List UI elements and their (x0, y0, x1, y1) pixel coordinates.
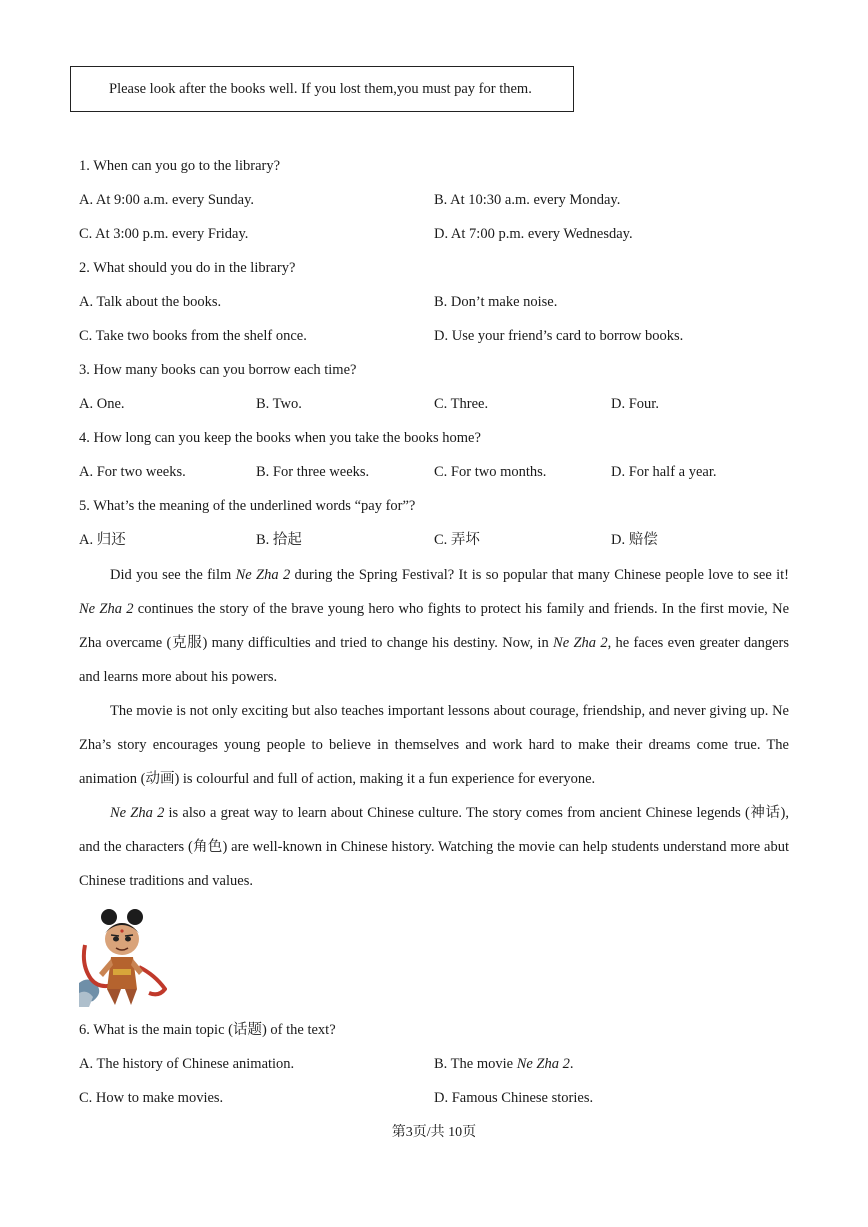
question-1-option-d: D. At 7:00 p.m. every Wednesday. (434, 226, 633, 242)
film-title: Ne Zha 2 (110, 805, 165, 821)
question-6-option-d: D. Famous Chinese stories. (434, 1090, 594, 1106)
ne-zha-character-image (79, 905, 167, 1007)
passage-p3-text: is also a great way to learn about Chinese culture. The story comes from ancient Chinese legends (神话), and the characters (角色) are well-known in Chinese history. Watching the movie can help students understand more abut Chinese traditions and values. (79, 805, 789, 889)
question-2-option-c: C. Take two books from the shelf once. (79, 328, 307, 344)
film-title: Ne Zha 2 (516, 1056, 570, 1072)
question-3-option-a: A. One. (79, 396, 125, 412)
film-title: Ne Zha 2 (79, 601, 134, 617)
question-6-stem: 6. What is the main topic (话题) of the text? (79, 1022, 336, 1038)
question-2-option-d: D. Use your friend’s card to borrow books. (434, 328, 684, 344)
question-5-option-b: B. 拾起 (256, 532, 302, 548)
question-3-option-d: D. Four. (611, 396, 659, 412)
question-1-stem: 1. When can you go to the library? (79, 158, 281, 174)
passage (79, 558, 789, 898)
question-4-option-a: A. For two weeks. (79, 464, 186, 480)
question-4-stem: 4. How long can you keep the books when you take the books home? (79, 430, 481, 446)
question-6-option-a: A. The history of Chinese animation. (79, 1056, 295, 1072)
question-2-option-a: A. Talk about the books. (79, 294, 222, 310)
film-title: Ne Zha 2 (235, 567, 291, 583)
passage-p1-text-b: during the Spring Festival? It is so popular that many Chinese people love to see it! (290, 567, 789, 583)
question-5-option-c: C. 弄坏 (434, 532, 480, 548)
question-1-option-c: C. At 3:00 p.m. every Friday. (79, 226, 249, 242)
question-6-option-c: C. How to make movies. (79, 1090, 224, 1106)
question-5-stem: 5. What’s the meaning of the underlined words “pay for”? (79, 498, 416, 514)
passage-p1-text-a: Did you see the film (110, 567, 236, 583)
question-6-option-b-suffix: . (569, 1056, 574, 1072)
page-footer: 第3页/共 10页 (391, 1125, 477, 1140)
question-4-option-b: B. For three weeks. (256, 464, 370, 480)
question-2-stem: 2. What should you do in the library? (79, 260, 296, 276)
passage-paragraph-2: The movie is not only exciting but also teaches important lessons about courage, friendship, and never giving up. Ne Zha’s story encourages young people to believe in themselves and work hard to make their dreams come true. The animation (动画) is colourful and full of action, making it a fun experience for everyone. (79, 703, 789, 787)
question-6-option-b-prefix: B. The movie (434, 1056, 517, 1072)
question-1-option-a: A. At 9:00 a.m. every Sunday. (79, 192, 255, 208)
question-4-option-c: C. For two months. (434, 464, 547, 480)
passage-p1-text-c: continues the story of the brave young hero who fights to protect his family and friends. In the first movie, Ne Zha overcame (克服) many difficulties and tried to change his destiny. Now, in (79, 601, 790, 651)
question-5-option-a: A. 归还 (79, 532, 126, 548)
question-6-option-b (434, 1055, 574, 1073)
notice-text: Please look after the books well. If you lost them,you must pay for them. (109, 81, 532, 97)
question-3-option-c: C. Three. (434, 396, 489, 412)
question-3-option-b: B. Two. (256, 396, 302, 412)
notice-box (70, 66, 574, 112)
film-title: Ne Zha 2 (553, 635, 608, 651)
passage-p1-text-d: , he faces even greater dangers and learns more about his powers. (79, 635, 789, 685)
question-4-option-d: D. For half a year. (611, 464, 717, 480)
passage-paragraph-3 (79, 796, 789, 898)
passage-paragraph-1 (79, 558, 789, 694)
question-2-option-b: B. Don’t make noise. (434, 294, 558, 310)
question-1-option-b: B. At 10:30 a.m. every Monday. (434, 192, 621, 208)
question-3-stem: 3. How many books can you borrow each time? (79, 362, 357, 378)
question-5-option-d: D. 赔偿 (611, 532, 658, 548)
